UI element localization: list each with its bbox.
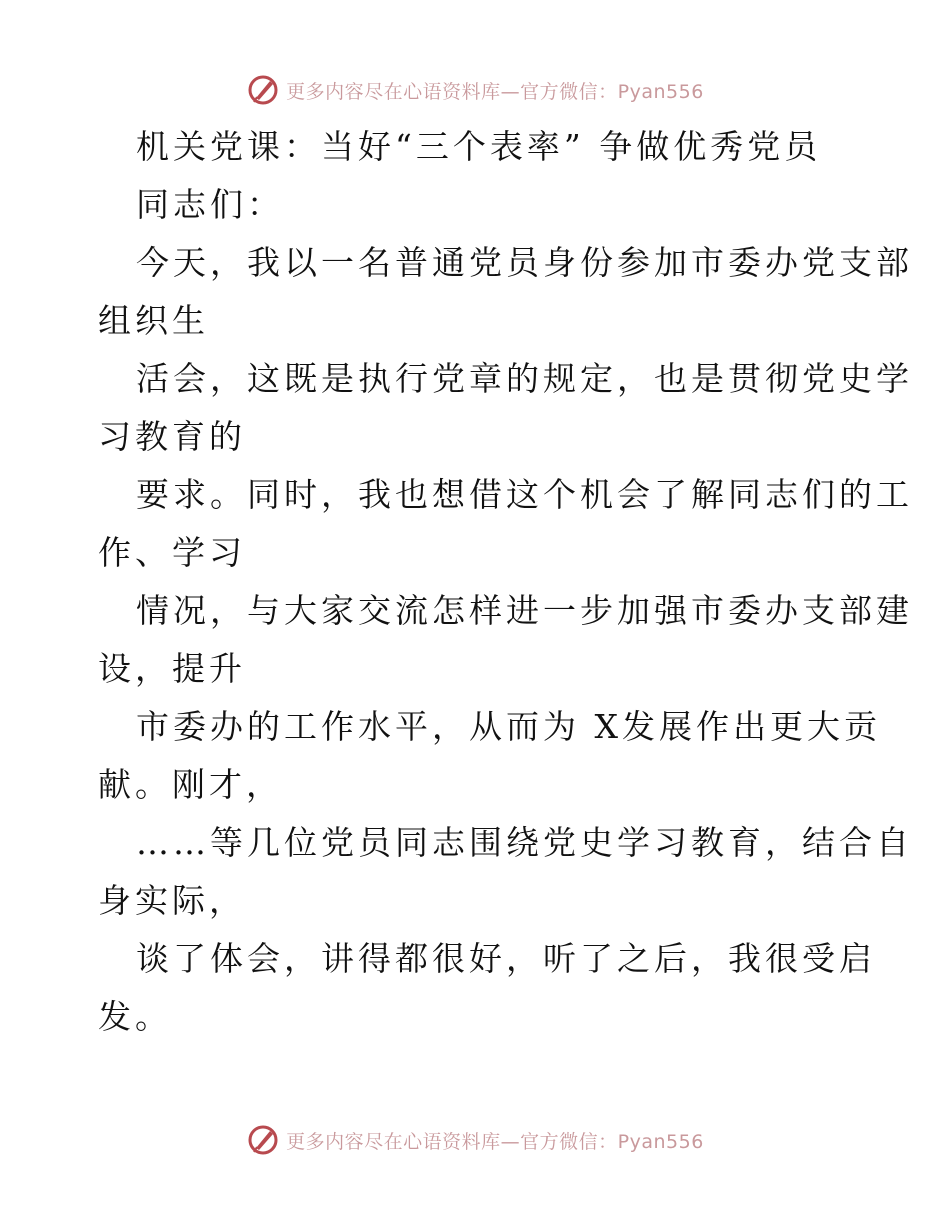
- document-title: 机关党课：当好“三个表率” 争做优秀党员: [136, 127, 822, 166]
- paragraph-line: 组织生: [98, 301, 209, 340]
- paragraph-line: 身实际，: [98, 881, 246, 920]
- paragraph-line: 习教育的: [98, 417, 246, 456]
- paragraph-line: 谈了体会，讲得都很好，听了之后，我很受启: [136, 939, 876, 978]
- paragraph-line: 发。: [98, 997, 172, 1036]
- quill-pen-logo-icon: [246, 1123, 280, 1157]
- footer-watermark: [0, 1120, 950, 1160]
- paragraph-line: 今天，我以一名普通党员身份参加市委办党支部: [136, 243, 913, 282]
- paragraph-line: 作、学习: [98, 533, 246, 572]
- paragraph-line: 情况，与大家交流怎样进一步加强市委办支部建: [136, 591, 913, 630]
- watermark-text: 更多内容尽在心语资料库—官方微信：Pyan556: [286, 80, 704, 103]
- watermark-text: 更多内容尽在心语资料库—官方微信：Pyan556: [286, 1130, 704, 1153]
- salutation: 同志们：: [136, 185, 284, 224]
- paragraph-line: 市委办的工作水平，从而为 X发展作出更大贡: [136, 707, 881, 746]
- document-body: [98, 118, 913, 1046]
- paragraph-line: 献。刚才，: [98, 765, 283, 804]
- paragraph-line: 设，提升: [98, 649, 246, 688]
- header-watermark: [0, 70, 950, 110]
- paragraph-line: 活会，这既是执行党章的规定，也是贯彻党史学: [136, 359, 913, 398]
- paragraph-line: 要求。同时，我也想借这个机会了解同志们的工: [136, 475, 913, 514]
- paragraph-line: ……等几位党员同志围绕党史学习教育，结合自: [136, 823, 913, 862]
- quill-pen-logo-icon: [246, 73, 280, 107]
